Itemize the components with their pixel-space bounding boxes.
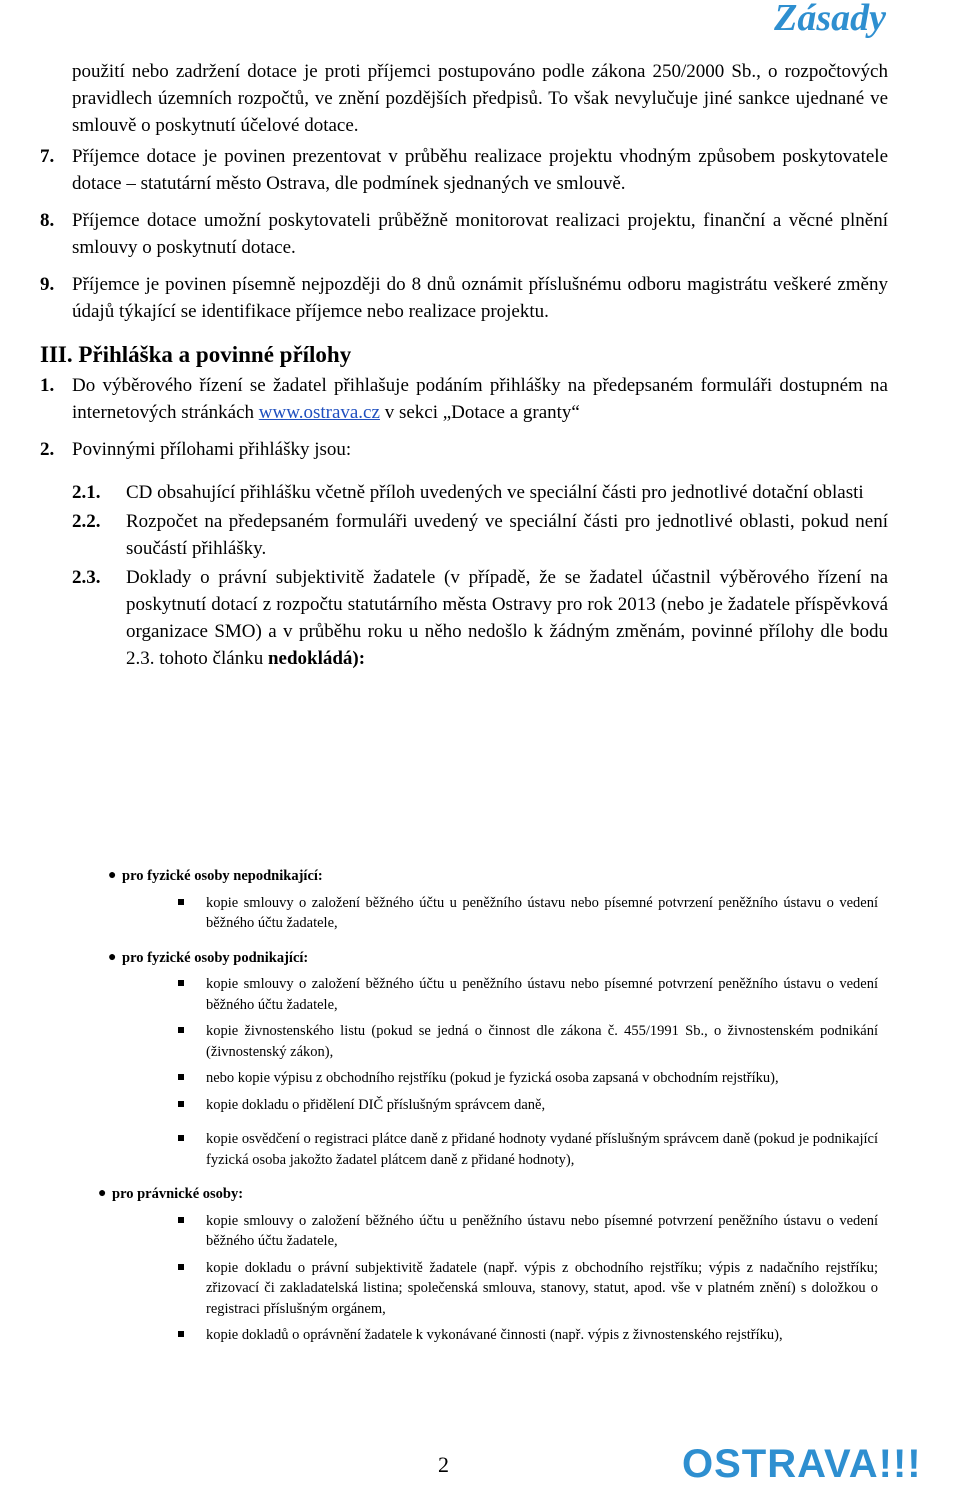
list-item-7 bbox=[40, 143, 888, 197]
intro-paragraph: použití nebo zadržení dotace je proti příjemci postupováno podle zákona 250/2000 Sb., o rozpočtových pravidlech územních rozpočtů, ve znění pozdějších předpisů. To však nevylučuje jiné sankce ujednané ve smlouvě o poskytnutí účelové dotace. bbox=[72, 61, 888, 136]
bullet-icon: ● bbox=[108, 949, 117, 965]
subitem-text: Doklady o právní subjektivitě žadatele (v případě, že se žadatel účastnil výběrového řízení na poskytnutí dotací z rozpočtu statutárního města Ostravy pro rok 2013 (nebo je žadatele příspěvková organizace SMO) a v průběhu roku u něho nedošlo k žádným změnám, povinné přílohy dle bodu 2.3. tohoto článku bbox=[126, 567, 888, 669]
square-bullet-icon bbox=[178, 1331, 184, 1337]
subitem-text: CD obsahující přihlášku včetně příloh uvedených ve speciální části pro jednotlivé dotační oblasti bbox=[126, 482, 864, 503]
section-title: III. Přihláška a povinné přílohy bbox=[40, 342, 352, 367]
bullet-icon: ● bbox=[98, 1186, 107, 1201]
group-title: pro právnické osoby: bbox=[112, 1186, 244, 1202]
list-item bbox=[178, 1325, 878, 1346]
subitem-number: 2.1. bbox=[72, 482, 101, 503]
list-item-text: nebo kopie výpisu z obchodního rejstříku (pokud je fyzická osoba zapsaná v obchodním rejstříku), bbox=[206, 1070, 779, 1086]
list-item bbox=[178, 974, 878, 1015]
list-item-text: kopie dokladů o oprávnění žadatele k vykonávané činnosti (např. výpis z živnostenského rejstříku), bbox=[206, 1327, 783, 1343]
group-heading bbox=[108, 948, 878, 969]
ostrava-logo: OSTRAVA!!! bbox=[682, 1442, 922, 1486]
square-bullet-icon bbox=[178, 1135, 184, 1141]
list-item bbox=[178, 1095, 878, 1116]
subitem-number: 2.3. bbox=[72, 567, 101, 588]
list-item-text: kopie smlouvy o založení běžného účtu u peněžního ústavu nebo písemné potvrzení peněžního ústavu o vedení běžného účtu žadatele, bbox=[206, 976, 878, 1013]
list-item-text: kopie smlouvy o založení běžného účtu u peněžního ústavu nebo písemné potvrzení peněžního ústavu o vedení běžného účtu žadatele, bbox=[206, 894, 878, 931]
main-content bbox=[40, 58, 888, 672]
square-bullet-icon bbox=[178, 980, 184, 986]
item-number: 1. bbox=[40, 375, 55, 396]
page-number: 2 bbox=[438, 1452, 449, 1477]
subitem-bold: nedokládá): bbox=[267, 648, 366, 669]
group-heading bbox=[108, 866, 878, 887]
subitem-2-3 bbox=[72, 564, 888, 672]
list-item-8 bbox=[40, 207, 888, 261]
section-item-1 bbox=[40, 372, 888, 426]
group-title: pro fyzické osoby podnikající: bbox=[122, 949, 309, 966]
website-link[interactable]: www.ostrava.cz bbox=[258, 402, 380, 423]
list-item bbox=[178, 1211, 878, 1252]
list-item-text: kopie dokladu o přidělení DIČ příslušným správcem daně, bbox=[206, 1096, 546, 1113]
bullet-icon: ● bbox=[108, 868, 117, 883]
item-number: 2. bbox=[40, 439, 55, 460]
section-item-2 bbox=[40, 436, 888, 463]
list-item-text: kopie dokladu o právní subjektivitě žadatele (např. výpis z obchodního rejstříku; výpis z nadačního rejstříku; zřizovací či zakladatelská listina; společenská smlouva, stanovy, statut, apod. vše v platném znění) s doložkou o registraci příslušným orgánem, bbox=[206, 1259, 878, 1317]
square-bullet-icon bbox=[178, 1027, 184, 1033]
group-heading bbox=[98, 1184, 878, 1205]
list-item-text: kopie osvědčení o registraci plátce daně z přidané hodnoty vydané příslušným správcem daně (pokud je podnikající fyzická osoba jakožto žadatel plátcem daně z přidané hodnoty), bbox=[206, 1131, 878, 1168]
subitem-2-1 bbox=[72, 479, 888, 506]
group-title: pro fyzické osoby nepodnikající: bbox=[122, 868, 323, 884]
square-bullet-icon bbox=[178, 1074, 184, 1080]
list-item bbox=[178, 1258, 878, 1320]
list-item bbox=[178, 1129, 878, 1170]
item-text: Příjemce dotace je povinen prezentovat v průběhu realizace projektu vhodným způsobem poskytovatele dotace – statutární město Ostrava, dle podmínek sjednaných ve smlouvě. bbox=[72, 146, 888, 194]
item-number: 8. bbox=[40, 210, 55, 231]
list-item-9 bbox=[40, 271, 888, 325]
item-number: 7. bbox=[40, 146, 55, 167]
subitem-2-2 bbox=[72, 508, 888, 562]
item-number: 9. bbox=[40, 274, 55, 295]
square-bullet-icon bbox=[178, 899, 184, 905]
header-title: Zásady bbox=[774, 0, 886, 39]
item-text: Povinnými přílohami přihlášky jsou: bbox=[72, 439, 352, 460]
list-item bbox=[178, 1021, 878, 1062]
square-bullet-icon bbox=[178, 1217, 184, 1223]
item-text: Příjemce je povinen písemně nejpozději do 8 dnů oznámit příslušnému odboru magistrátu veškeré změny údajů týkající se identifikace příjemce nebo realizace projektu. bbox=[72, 274, 888, 322]
list-item bbox=[178, 893, 878, 934]
list-item-text: kopie smlouvy o založení běžného účtu u peněžního ústavu nebo písemné potvrzení peněžního ústavu o vedení běžného účtu žadatele, bbox=[206, 1212, 878, 1249]
attachments-list bbox=[98, 866, 878, 1346]
item-text-after: v sekci „Dotace a granty“ bbox=[379, 402, 580, 423]
item-text: Příjemce dotace umožní poskytovateli průběžně monitorovat realizaci projektu, finanční a věcné plnění smlouvy o poskytnutí dotace. bbox=[72, 210, 888, 258]
item-text-before: Do výběrového řízení se žadatel přihlašuje podáním přihlášky na předepsaném formuláři dostupném na internetových stránkách bbox=[72, 375, 888, 423]
list-item-text: kopie živnostenského listu (pokud se jedná o činnost dle zákona č. 455/1991 Sb., o živnostenském podnikání (živnostenský zákon), bbox=[206, 1023, 878, 1060]
subitem-number: 2.2. bbox=[72, 511, 101, 532]
list-item bbox=[178, 1068, 878, 1089]
square-bullet-icon bbox=[178, 1264, 184, 1270]
subitem-text: Rozpočet na předepsaném formuláři uvedený ve speciální části pro jednotlivé oblasti, pokud není součástí přihlášky. bbox=[126, 511, 888, 559]
square-bullet-icon bbox=[178, 1101, 184, 1107]
